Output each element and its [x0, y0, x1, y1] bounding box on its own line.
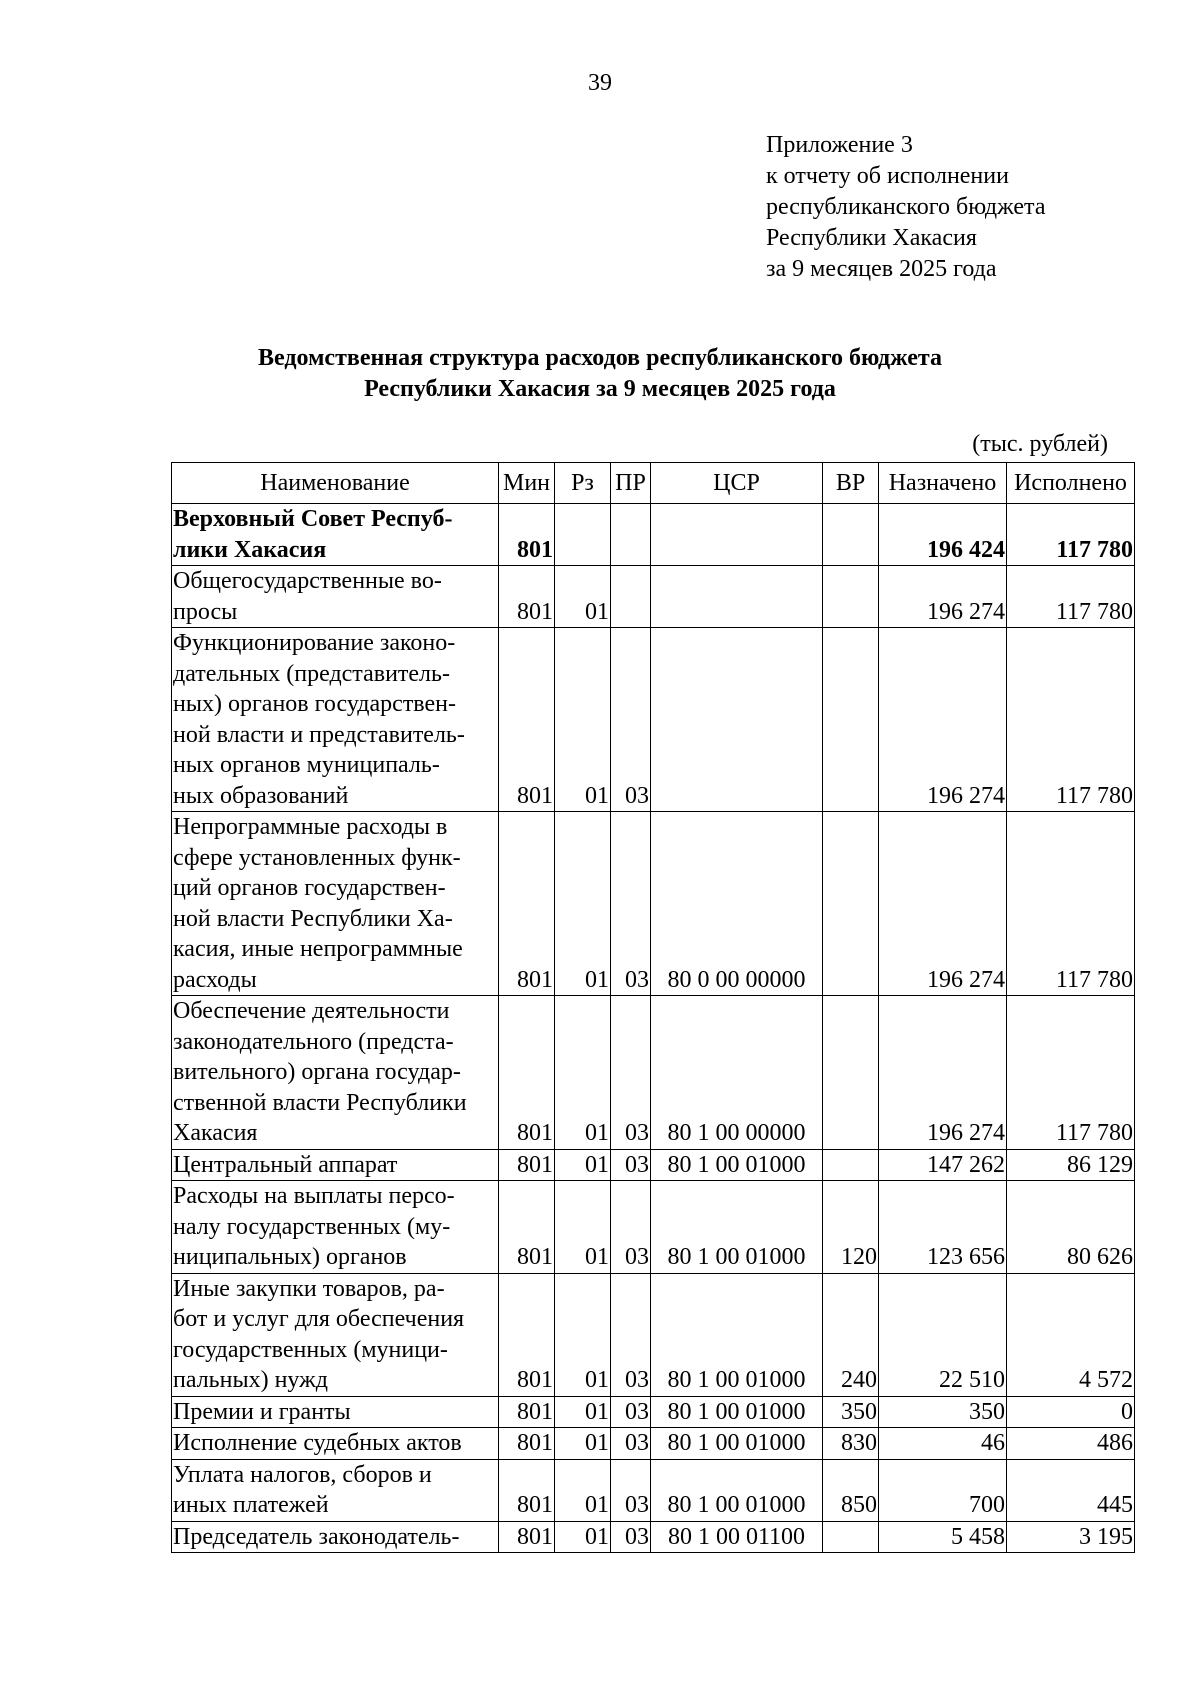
appendix-line: за 9 месяцев 2025 года [766, 256, 997, 282]
title-line: Ведомственная структура расходов республиканского бюджета [258, 345, 942, 371]
cell-name-line: ций органов государствен- [173, 875, 446, 901]
table-row [172, 1428, 1135, 1460]
cell-name-line: лики Хакасия [173, 536, 327, 563]
cell-name [172, 566, 499, 628]
cell-name-line: государственных (муници- [173, 1336, 448, 1363]
cell-assigned: 196 424 [879, 504, 1007, 566]
cell-csr: 80 1 00 01100 [651, 1521, 823, 1553]
cell-vr: 350 [823, 1396, 879, 1428]
cell-name-line: ных образований [173, 782, 349, 809]
cell-name-line: пальных) нужд [173, 1367, 328, 1393]
cell-name [172, 996, 499, 1150]
cell-name-line: просы [173, 598, 238, 625]
header-cell: ВР [823, 463, 879, 504]
cell-executed: 117 780 [1007, 504, 1135, 566]
cell-min: 801 [499, 1181, 555, 1274]
cell-name [172, 812, 499, 996]
cell-executed: 486 [1007, 1428, 1135, 1460]
cell-rz: 01 [555, 1459, 611, 1521]
cell-name [172, 1459, 499, 1521]
cell-rz: 01 [555, 1521, 611, 1553]
cell-assigned: 196 274 [879, 566, 1007, 628]
cell-min: 801 [499, 996, 555, 1150]
page-number: 39 [588, 70, 612, 96]
cell-pr: 03 [611, 1428, 651, 1460]
cell-assigned: 700 [879, 1459, 1007, 1521]
cell-name-line: ной власти и представитель- [173, 721, 465, 748]
cell-pr: 03 [611, 1396, 651, 1428]
cell-name-line: Хакасия [173, 1120, 258, 1146]
cell-rz: 01 [555, 996, 611, 1150]
table-row [172, 1273, 1135, 1396]
cell-csr: 80 1 00 01000 [651, 1428, 823, 1460]
cell-rz: 01 [555, 1396, 611, 1428]
cell-name-line: Исполнение судебных актов [173, 1430, 462, 1456]
cell-assigned: 196 274 [879, 628, 1007, 812]
cell-csr [651, 566, 823, 628]
cell-executed: 445 [1007, 1459, 1135, 1521]
cell-csr: 80 1 00 01000 [651, 1273, 823, 1396]
table-body [172, 504, 1135, 1553]
cell-name [172, 1149, 499, 1181]
cell-csr: 80 1 00 00000 [651, 996, 823, 1150]
cell-pr [611, 566, 651, 628]
appendix-line: Приложение 3 [766, 132, 913, 158]
cell-assigned: 22 510 [879, 1273, 1007, 1396]
cell-vr [823, 566, 879, 628]
cell-csr: 80 1 00 01000 [651, 1459, 823, 1521]
cell-pr: 03 [611, 996, 651, 1150]
cell-min: 801 [499, 566, 555, 628]
header-cell: Мин [499, 463, 555, 504]
table-row [172, 812, 1135, 996]
cell-executed: 117 780 [1007, 566, 1135, 628]
cell-name-line: Непрограммные расходы в [173, 814, 448, 840]
cell-executed: 117 780 [1007, 996, 1135, 1150]
header-cell: Наименование [172, 463, 499, 504]
cell-name-line: расходы [173, 966, 257, 993]
table-row [172, 1149, 1135, 1181]
cell-name [172, 1273, 499, 1396]
cell-name-line: иных платежей [173, 1492, 329, 1518]
cell-pr: 03 [611, 1149, 651, 1181]
cell-executed: 3 195 [1007, 1521, 1135, 1553]
appendix-line: к отчету об исполнении [766, 163, 1009, 189]
cell-name-line: Общегосударственные во- [173, 568, 442, 594]
cell-pr: 03 [611, 1459, 651, 1521]
cell-vr [823, 628, 879, 812]
cell-name-line: Уплата налогов, сборов и [173, 1461, 432, 1488]
cell-csr: 80 1 00 01000 [651, 1181, 823, 1274]
cell-rz: 01 [555, 1181, 611, 1274]
cell-name-line: Обеспечение деятельности [173, 998, 450, 1024]
cell-min: 801 [499, 1428, 555, 1460]
cell-name-line: вительного) органа государ- [173, 1059, 461, 1085]
header-cell: Назначено [879, 463, 1007, 504]
cell-name-line: Расходы на выплаты персо- [173, 1183, 455, 1209]
appendix-line: республиканского бюджета [766, 194, 1046, 220]
cell-csr [651, 504, 823, 566]
cell-name-line: дательных (представитель- [173, 660, 450, 687]
cell-name [172, 1181, 499, 1274]
cell-vr: 120 [823, 1181, 879, 1274]
cell-min: 801 [499, 1459, 555, 1521]
cell-name-line: Иные закупки товаров, ра- [173, 1275, 445, 1302]
cell-assigned: 196 274 [879, 996, 1007, 1150]
cell-name-line: ниципальных) органов [173, 1244, 407, 1270]
cell-name-line: ных) органов государствен- [173, 691, 456, 717]
cell-min: 801 [499, 1521, 555, 1553]
cell-name-line: бот и услуг для обеспечения [173, 1306, 465, 1332]
cell-csr: 80 0 00 00000 [651, 812, 823, 996]
table-row [172, 504, 1135, 566]
units-label: (тыс. рублей) [972, 431, 1108, 457]
cell-name-line: ной власти Республики Ха- [173, 905, 453, 932]
cell-pr: 03 [611, 1521, 651, 1553]
cell-vr [823, 812, 879, 996]
cell-name [172, 504, 499, 566]
cell-min: 801 [499, 504, 555, 566]
table-row [172, 996, 1135, 1150]
cell-rz: 01 [555, 566, 611, 628]
cell-rz: 01 [555, 812, 611, 996]
cell-name [172, 1521, 499, 1553]
cell-executed: 80 626 [1007, 1181, 1135, 1274]
header-cell: ПР [611, 463, 651, 504]
cell-vr [823, 996, 879, 1150]
cell-min: 801 [499, 1273, 555, 1396]
cell-pr: 03 [611, 812, 651, 996]
cell-executed: 0 [1007, 1396, 1135, 1428]
cell-name [172, 628, 499, 812]
cell-csr: 80 1 00 01000 [651, 1149, 823, 1181]
cell-name-line: законодательного (предста- [173, 1028, 454, 1055]
cell-vr: 240 [823, 1273, 879, 1396]
cell-min: 801 [499, 1149, 555, 1181]
cell-assigned: 196 274 [879, 812, 1007, 996]
cell-name-line: Премии и гранты [173, 1398, 351, 1425]
cell-vr [823, 1521, 879, 1553]
cell-executed: 4 572 [1007, 1273, 1135, 1396]
cell-rz [555, 504, 611, 566]
cell-csr [651, 628, 823, 812]
cell-name [172, 1396, 499, 1428]
cell-rz: 01 [555, 628, 611, 812]
cell-min: 801 [499, 628, 555, 812]
cell-name-line: ственной власти Республики [173, 1089, 467, 1116]
cell-vr: 850 [823, 1459, 879, 1521]
cell-pr: 03 [611, 1273, 651, 1396]
table-header-row [172, 463, 1135, 504]
cell-rz: 01 [555, 1428, 611, 1460]
cell-assigned: 46 [879, 1428, 1007, 1460]
table-row [172, 1521, 1135, 1553]
cell-executed: 86 129 [1007, 1149, 1135, 1181]
table-row [172, 628, 1135, 812]
appendix-line: Республики Хакасия [766, 225, 977, 251]
cell-name-line: ных органов муниципаль- [173, 752, 440, 778]
cell-assigned: 5 458 [879, 1521, 1007, 1553]
cell-executed: 117 780 [1007, 628, 1135, 812]
header-cell: Исполнено [1007, 463, 1135, 504]
budget-table [171, 462, 1135, 1553]
cell-rz: 01 [555, 1273, 611, 1396]
cell-name-line: Центральный аппарат [173, 1151, 398, 1178]
cell-pr: 03 [611, 1181, 651, 1274]
cell-assigned: 123 656 [879, 1181, 1007, 1274]
cell-min: 801 [499, 812, 555, 996]
cell-pr [611, 504, 651, 566]
appendix-note [766, 130, 1045, 285]
table-row [172, 1396, 1135, 1428]
cell-executed: 117 780 [1007, 812, 1135, 996]
cell-name-line: Функционирование законо- [173, 630, 456, 656]
header-cell: Рз [555, 463, 611, 504]
cell-vr [823, 504, 879, 566]
title-line: Республики Хакасия за 9 месяцев 2025 года [364, 376, 836, 402]
cell-name-line: сфере установленных функ- [173, 844, 461, 871]
cell-vr [823, 1149, 879, 1181]
cell-name-line: Верховный Совет Респуб- [173, 506, 453, 532]
cell-name [172, 1428, 499, 1460]
cell-name-line: Председатель законодатель- [173, 1523, 460, 1550]
header-cell: ЦСР [651, 463, 823, 504]
table-row [172, 1181, 1135, 1274]
table-row [172, 566, 1135, 628]
cell-assigned: 350 [879, 1396, 1007, 1428]
cell-csr: 80 1 00 01000 [651, 1396, 823, 1428]
cell-vr: 830 [823, 1428, 879, 1460]
cell-assigned: 147 262 [879, 1149, 1007, 1181]
cell-name-line: налу государственных (му- [173, 1213, 451, 1240]
cell-name-line: касия, иные непрограммные [173, 936, 463, 962]
cell-min: 801 [499, 1396, 555, 1428]
cell-pr: 03 [611, 628, 651, 812]
table-row [172, 1459, 1135, 1521]
cell-rz: 01 [555, 1149, 611, 1181]
document-title [0, 343, 1200, 405]
